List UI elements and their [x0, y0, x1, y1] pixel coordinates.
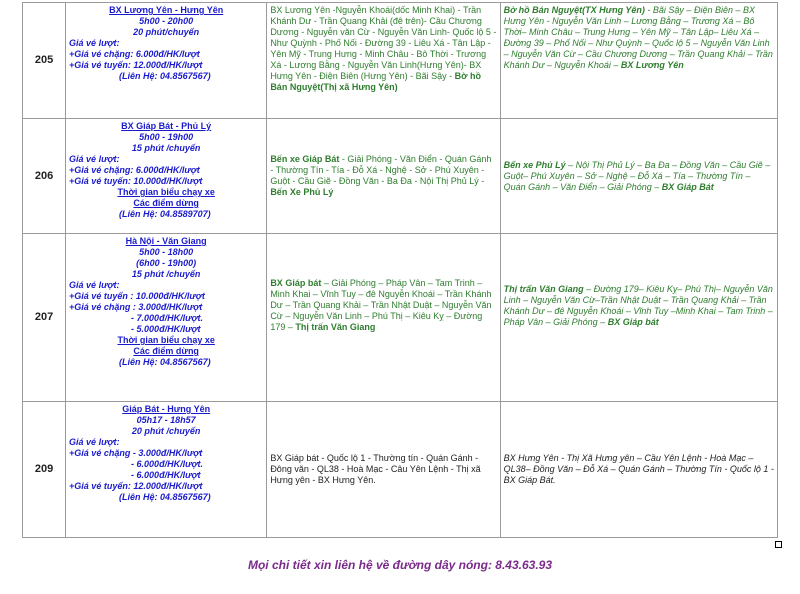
route-number: 209 [23, 402, 66, 538]
route-number: 207 [23, 234, 66, 402]
table-row [23, 234, 778, 402]
fare-line: +Giá vé tuyến: 12.000đ/HK/lượt [69, 481, 203, 491]
route-name[interactable]: Giáp Bát - Hưng Yên [122, 404, 211, 414]
fare-line: - 6.000đ/HK/lượt [131, 470, 201, 480]
schedule-link[interactable]: Thời gian biểu chạy xe [117, 335, 215, 345]
fare-line: - 7.000đ/HK/lượt. [131, 313, 204, 323]
route-info [66, 3, 267, 119]
route-number: 205 [23, 3, 66, 119]
route-return [500, 234, 777, 402]
fare-line: +Giá vé chặng : 3.000đ/HK/lượt [69, 302, 203, 312]
outbound-end: Bến Xe Phủ Lý [270, 187, 334, 197]
fare-line: Giá vé lượt: [69, 280, 120, 290]
outbound-stops: - Giải Phóng - Văn Điển - Quán Gánh - Thường Tín - Tía - Đỗ Xá - Nghệ - Sở - Phú Xuyên - Guột - Cầu Giẽ - Đồng Văn - Ba Đa - Nội Thị Phủ Lý - [270, 154, 492, 186]
route-return [500, 119, 777, 234]
return-start: Thị trấn Văn Giang [503, 284, 584, 294]
route-contact: (Liên Hệ: 04.8567567) [119, 492, 211, 502]
route-hours: 5h00 - 18h00 [139, 247, 194, 257]
route-name[interactable]: BX Giáp Bát - Phủ Lý [121, 121, 212, 131]
route-outbound [267, 119, 500, 234]
route-hours: 05h17 - 18h57 [136, 415, 196, 425]
fare-line: +Giá vé chặng - 3.000đ/HK/lượt [69, 448, 203, 458]
return-start: Bờ hồ Bán Nguyệt(TX Hưng Yên) [503, 5, 645, 15]
table-row [23, 119, 778, 234]
fare-line: +Giá vé tuyến: 10.000đ/HK/lượt [69, 176, 203, 186]
route-name[interactable]: Hà Nội - Văn Giang [125, 236, 207, 246]
fare-line: Giá vé lượt: [69, 38, 120, 48]
route-contact: (Liên Hệ: 04.8589707) [119, 209, 211, 219]
route-info [66, 119, 267, 234]
route-info [66, 234, 267, 402]
fare-line: +Giá vé chặng: 6.000đ/HK/lượt [69, 165, 200, 175]
route-hours-alt: (6h00 - 19h00) [136, 258, 197, 268]
fare-line: Giá vé lượt: [69, 437, 120, 447]
fare-line: - 6.000đ/HK/lượt. [131, 459, 204, 469]
fare-line: Giá vé lượt: [69, 154, 120, 164]
outbound-end: Bờ hồ Bán Nguyệt(Thị xã Hưng Yên) [270, 71, 482, 92]
route-info [66, 402, 267, 538]
routes-table [22, 2, 778, 538]
return-end: BX Lương Yên [620, 60, 684, 70]
route-return [500, 402, 777, 538]
fare-line: +Giá vé chặng: 6.000đ/HK/lượt [69, 49, 200, 59]
route-frequency: 20 phút/chuyến [133, 27, 200, 37]
table-row [23, 402, 778, 538]
route-hours: 5h00 - 20h00 [139, 16, 194, 26]
hotline-footer: Mọi chi tiết xin liên hệ về đường dây nóng: 8.43.63.93 [247, 558, 553, 572]
fare-line: - 5.000đ/HK/lượt [131, 324, 201, 334]
fare-line: +Giá vé tuyến : 10.000đ/HK/lượt [69, 291, 205, 301]
route-outbound [267, 234, 500, 402]
resize-handle[interactable] [775, 541, 782, 548]
outbound-stops: BX Lương Yên -Nguyễn Khoái(dốc Minh Khai) - Trần Khánh Dư - Trần Quang Khải (đê trên)- Cầu Chương Dương - Nguyễn văn Cừ - Nguyễn Văn Linh- Quốc lộ 5 - Như Quỳnh - Phố Nối - Đường 39 - Liêu Xá - Tân Lập -Yên Mỹ - Trung Hưng - Minh Châu - Bô Thời - Trương Xá - Lương Bằng - Nguyễn Văn Linh(Hưng Yên)- BX Hưng Yên - Điện Biên (Hưng Yên) - Bãi Sậy - [270, 5, 497, 81]
stops-link[interactable]: Các điểm dừng [133, 346, 199, 356]
return-stops: – Nội Thị Phủ Lý – Ba Đa – Đồng Văn – Cầu Giẽ – Guột– Phú Xuyên – Sở – Nghệ – Đỗ Xá – Tía – Thường Tín – Quán Gánh – Văn Điển – Giải Phóng – [503, 159, 771, 192]
table-row [23, 3, 778, 119]
route-frequency: 20 phút /chuyến [131, 426, 201, 436]
return-end: BX Giáp bát [607, 317, 659, 327]
return-start: Bến xe Phủ Lý [503, 159, 566, 170]
route-frequency: 15 phút /chuyến [131, 269, 201, 279]
route-hours: 5h00 - 19h00 [139, 132, 194, 142]
schedule-link[interactable]: Thời gian biểu chạy xe [117, 187, 215, 197]
outbound-stops: BX Giáp bát - Quốc lộ 1 - Thường tín - Quán Gánh - Đông văn - QL38 - Hoà Mạc - Câu Yên Lệnh - Thị xã Hưng yên - BX Hưng Yên. [270, 453, 481, 485]
outbound-end: Thị trấn Văn Giang [295, 322, 376, 332]
fare-line: +Giá vé tuyến: 12.000đ/HK/lượt [69, 60, 203, 70]
return-stops: – Đường 179– Kiêu Kỵ– Phú Thị– Nguyễn Văn Linh – Nguyễn Văn Cừ–Trần Nhật Duật – Trần Quang Khải – Trần Khánh Dư – đê Nguyễn Khoái – Vĩnh Tuy –Minh Khai – Tam Trinh – Pháp Vân – Giải Phóng – [503, 284, 773, 327]
route-name[interactable]: BX Lương Yên - Hưng Yên [109, 5, 224, 15]
return-stops: - Bãi Sậy – Điện Biên – BX Hưng Yên - Nguyễn Văn Linh – Lương Bằng – Trương Xá – Bô Thời– Minh Châu – Trung Hưng – Yên Mỹ – Tân Lập– Liêu Xá – Đường 39 – Phố Nối – Như Quỳnh – Quốc lộ 5 – Nguyễn Văn Linh – Nguyễn Văn Cừ – Cầu Chương Dương – Trần Quang Khải – Trần Khánh Dư – Nguyễn Khoái – [503, 5, 773, 70]
stops-link[interactable]: Các điểm dừng [133, 198, 199, 208]
route-outbound [267, 3, 500, 119]
route-outbound [267, 402, 500, 538]
outbound-stops: – Giải Phóng – Pháp Vân – Tam Trinh – Minh Khai – Vĩnh Tuy – đê Nguyễn Khoái – Trần Khánh Dư – Trần Quang Khải – Trần Nhật Duật – Nguyễn Văn Cừ – Nguyễn Văn Linh – Phú Thị – Kiêu Kỵ – Đường 179 – [270, 278, 492, 332]
outbound-start: BX Giáp bát [270, 278, 322, 288]
route-return [500, 3, 777, 119]
return-end: BX Giáp Bát [661, 181, 714, 192]
route-number: 206 [23, 119, 66, 234]
return-stops: BX Hưng Yên - Thị Xã Hưng yên – Cầu Yên Lệnh - Hoà Mạc – QL38– Đồng Văn – Đỗ Xá – Quán Gánh – Thường Tín - Quốc lộ 1 - BX Giáp Bát. [503, 453, 774, 485]
route-contact: (Liên Hệ: 04.8567567) [119, 357, 211, 367]
route-contact: (Liên Hệ: 04.8567567) [119, 71, 211, 81]
route-frequency: 15 phút /chuyến [131, 143, 201, 153]
outbound-start: Bến xe Giáp Bát [270, 154, 340, 164]
